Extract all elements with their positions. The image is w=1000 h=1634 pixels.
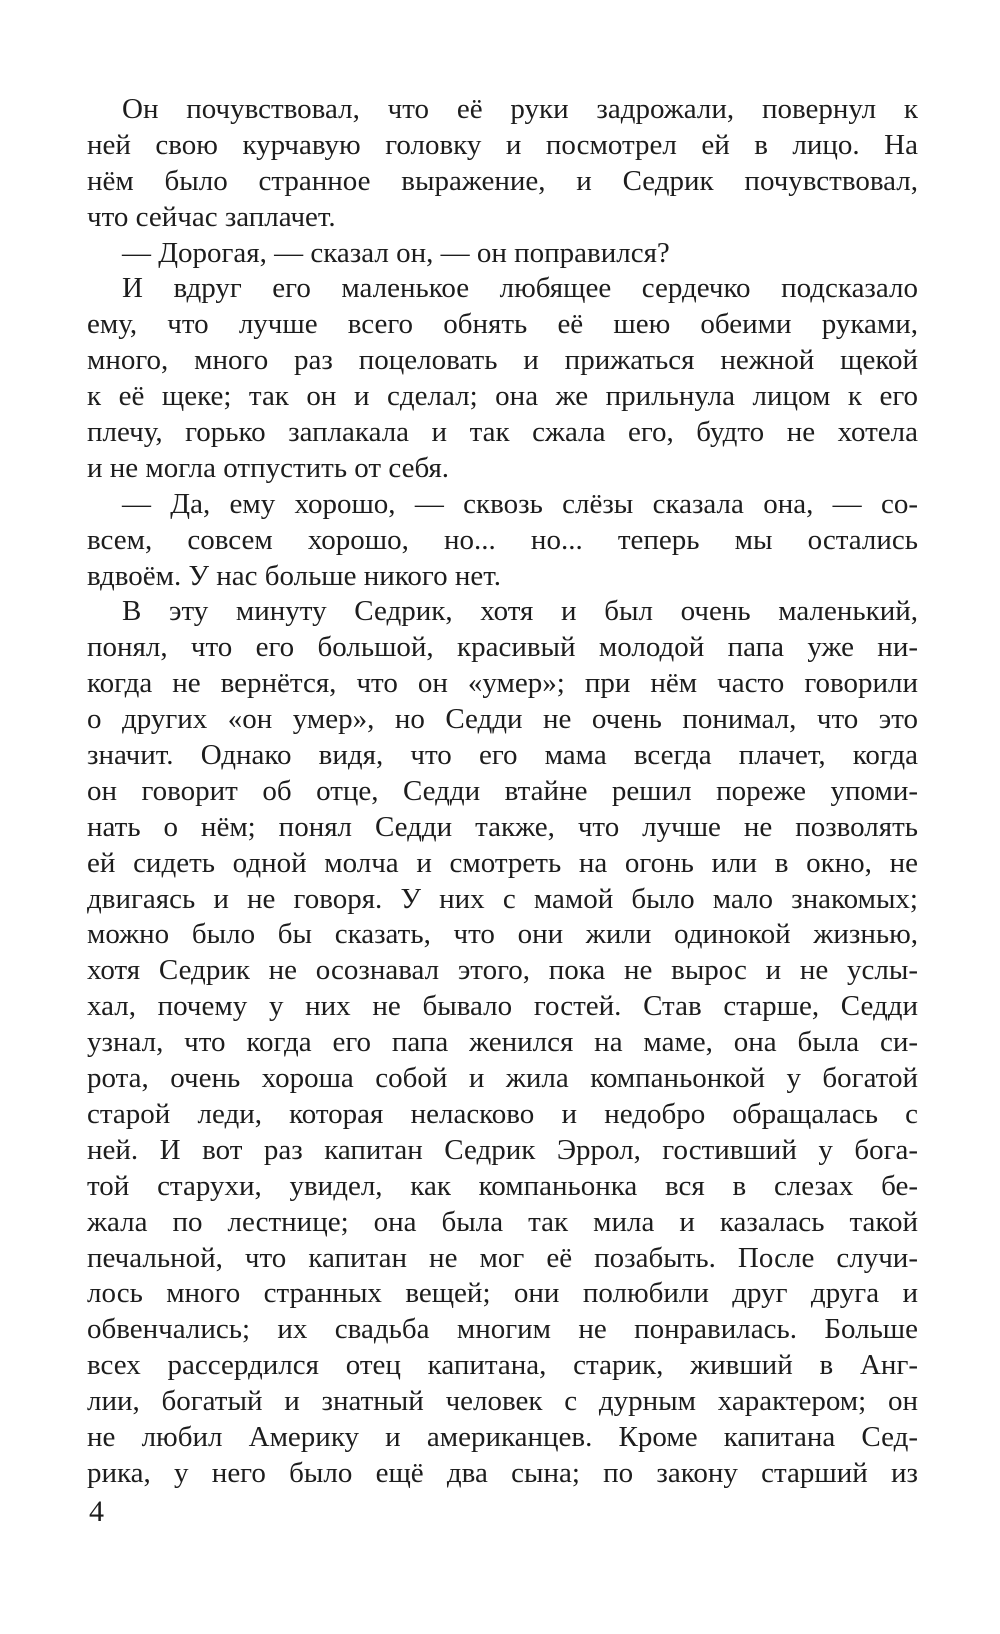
- text-line: всех рассердился отец капитана, старик, живший в Анг-: [87, 1349, 918, 1382]
- text-line: ней свою курчавую головку и посмотрел ей в лицо. На: [87, 128, 918, 161]
- text-line: не любил Америку и американцев. Кроме капитана Сед-: [87, 1420, 918, 1453]
- text-line: — Да, ему хорошо, — сквозь слёзы сказала она, — со-: [122, 487, 918, 520]
- text-line: рика, у него было ещё два сына; по закону старший из: [87, 1456, 918, 1489]
- text-line: и не могла отпустить от себя.: [87, 451, 450, 484]
- text-line: понял, что его большой, красивый молодой папа уже ни-: [87, 631, 918, 664]
- text-line: о других «он умер», но Седди не очень понимал, что это: [87, 703, 918, 736]
- text-line: он говорит об отце, Седди втайне решил пореже упоми-: [87, 774, 918, 807]
- text-line: В эту минуту Седрик, хотя и был очень маленький,: [122, 595, 918, 628]
- text-line: обвенчались; их свадьба многим не понравилась. Больше: [87, 1313, 918, 1346]
- paragraph: [87, 92, 918, 236]
- text-line: можно было бы сказать, что они жили одинокой жизнью,: [87, 918, 918, 951]
- paragraph: [87, 487, 918, 595]
- text-line: плечу, горько заплакала и так сжала его, будто не хотела: [87, 416, 918, 449]
- text-line: старой леди, которая неласково и недобро обращалась с: [87, 1097, 918, 1130]
- text-line: ней. И вот раз капитан Седрик Эррол, гостивший у бога-: [87, 1133, 918, 1166]
- text-line: И вдруг его маленькое любящее сердечко подсказало: [122, 272, 918, 305]
- text-line: нём было странное выражение, и Седрик почувствовал,: [87, 164, 918, 197]
- paragraph: [87, 271, 918, 486]
- text-line: печальной, что капитан не мог её позабыть. После случи-: [87, 1241, 918, 1274]
- text-line: Он почувствовал, что её руки задрожали, повернул к: [122, 93, 918, 125]
- text-line: много, много раз поцеловать и прижаться нежной щекой: [87, 344, 918, 377]
- text-line: хал, почему у них не бывало гостей. Став старше, Седди: [87, 990, 918, 1023]
- text-line: вдвоём. У нас больше никого нет.: [87, 559, 501, 592]
- text-line: жала по лестнице; она была так мила и казалась такой: [87, 1205, 918, 1238]
- text-line: — Дорогая, — сказал он, — он поправился?: [122, 236, 670, 269]
- text-line: когда не вернётся, что он «умер»; при нём часто говорили: [87, 667, 918, 700]
- text-line: нать о нём; понял Седди также, что лучше не позволять: [87, 810, 918, 843]
- paragraph: [87, 594, 918, 1491]
- text-line: ей сидеть одной молча и смотреть на огонь или в окно, не: [87, 846, 918, 879]
- paragraph: [87, 236, 918, 272]
- text-line: всем, совсем хорошо, но... но... теперь мы остались: [87, 523, 918, 556]
- text-line: лии, богатый и знатный человек с дурным характером; он: [87, 1385, 918, 1418]
- text-line: хотя Седрик не осознавал этого, пока не вырос и не услы-: [87, 954, 918, 987]
- text-line: что сейчас заплачет.: [87, 200, 336, 233]
- text-line: к её щеке; так он и сделал; она же прильнула лицом к его: [87, 380, 918, 413]
- text-line: узнал, что когда его папа женился на маме, она была си-: [87, 1026, 918, 1059]
- text-line: лось много странных вещей; они полюбили друг друга и: [87, 1277, 918, 1310]
- text-line: значит. Однако видя, что его мама всегда плачет, когда: [87, 739, 918, 772]
- text-line: ему, что лучше всего обнять её шею обеими руками,: [87, 308, 918, 341]
- page-number: 4: [89, 1495, 104, 1528]
- page-body-text: [87, 92, 918, 1492]
- text-line: рота, очень хороша собой и жила компаньонкой у богатой: [87, 1062, 918, 1095]
- text-line: той старухи, увидел, как компаньонка вся в слезах бе-: [87, 1169, 918, 1202]
- text-line: двигаясь и не говоря. У них с мамой было мало знакомых;: [87, 882, 918, 915]
